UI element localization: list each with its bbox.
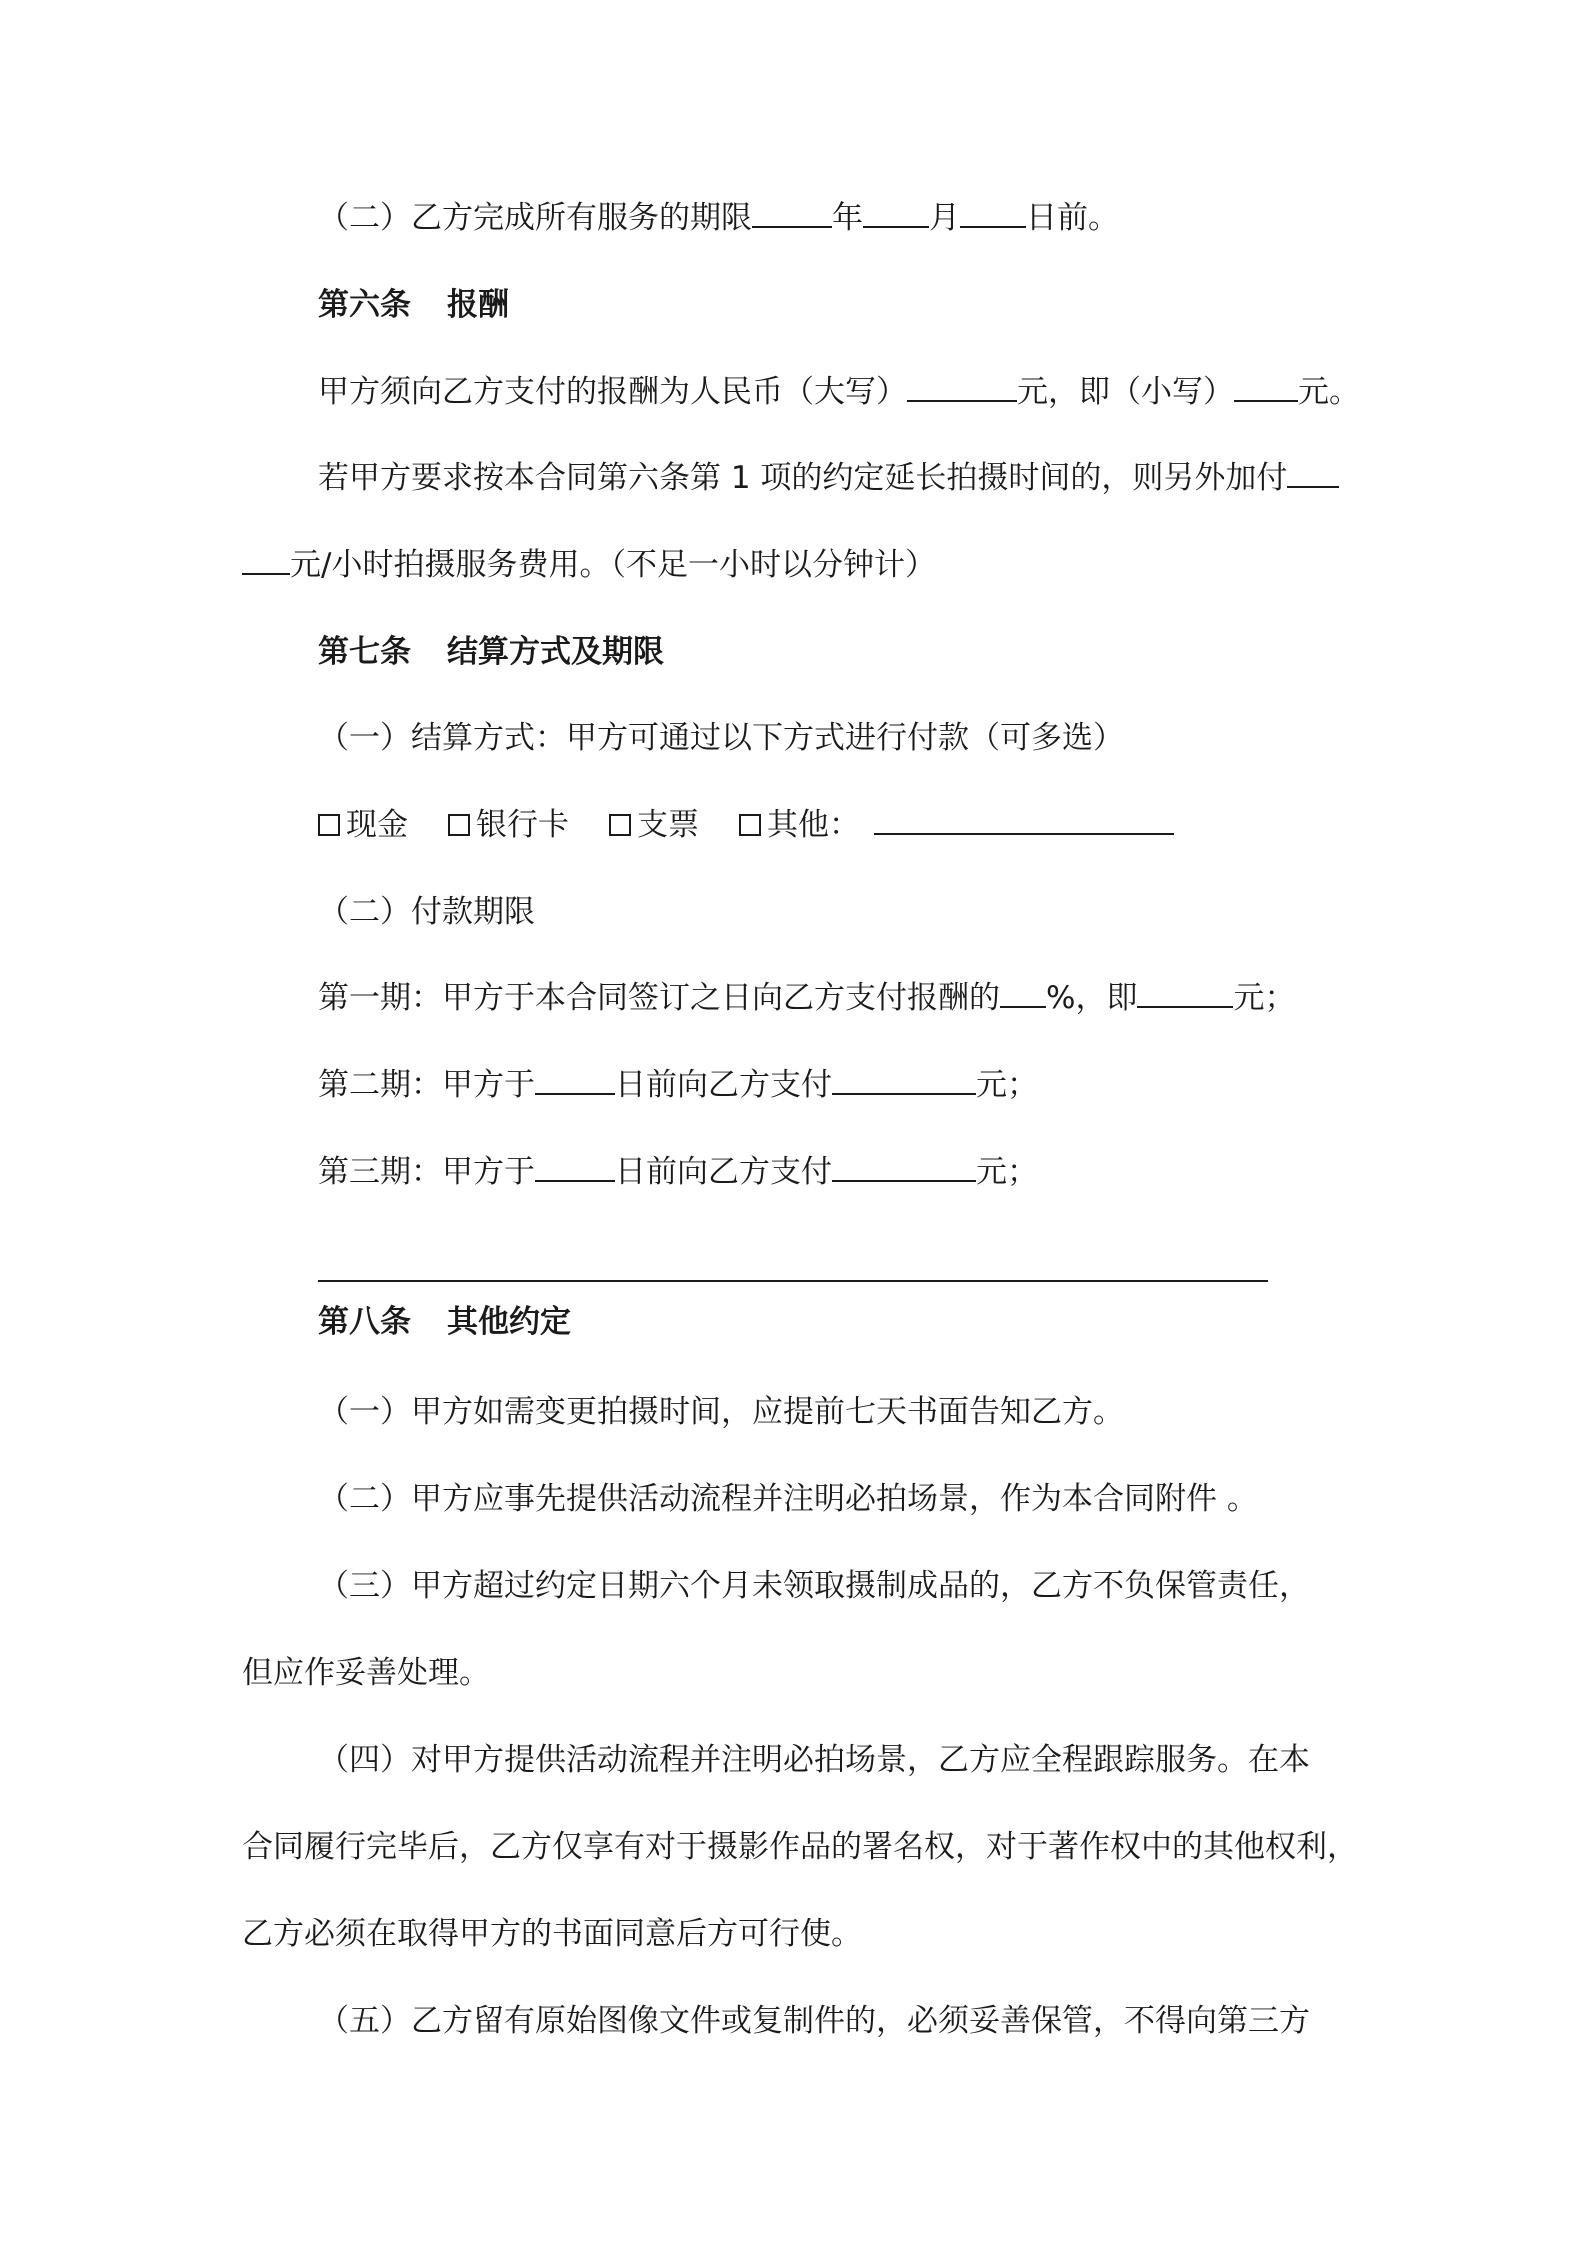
article-8-item-3: （三）甲方超过约定日期六个月未领取摄制成品的，乙方不负保管责任，: [318, 1568, 1310, 1604]
payment-options: [318, 805, 1174, 845]
blank-amount-numeric[interactable]: [1234, 372, 1298, 402]
article-6-heading: 第六条 报酬: [318, 287, 509, 323]
blank-phase3-day[interactable]: [535, 1152, 615, 1182]
checkbox-icon[interactable]: [448, 814, 470, 836]
phase-2-line: 第二期：甲方于 日前向乙方支付 元；: [318, 1067, 1038, 1103]
blank-phase2-day[interactable]: [535, 1065, 615, 1095]
blank-other-method[interactable]: [874, 805, 1174, 835]
blank-phase1-percent[interactable]: [1000, 978, 1046, 1008]
blank-year[interactable]: [752, 198, 832, 228]
extension-fee-line: 若甲方要求按本合同第六条第 1 项的约定延长拍摄时间的，则另外加付: [318, 458, 1339, 498]
article-8-item-5: （五）乙方留有原始图像文件或复制件的，必须妥善保管，不得向第三方: [318, 2003, 1310, 2039]
phase-3-line: 第三期：甲方于 日前向乙方支付 元；: [318, 1154, 1038, 1190]
article-8-item-1: （一）甲方如需变更拍摄时间，应提前七天书面告知乙方。: [318, 1394, 1124, 1430]
blank-phase1-amount[interactable]: [1137, 978, 1233, 1008]
blank-day[interactable]: [960, 198, 1026, 228]
settlement-method-line: （一）结算方式：甲方可通过以下方式进行付款（可多选）: [318, 720, 1124, 756]
option-cash[interactable]: 现金: [318, 805, 408, 845]
checkbox-icon[interactable]: [609, 814, 631, 836]
remuneration-line: 甲方须向乙方支付的报酬为人民币（大写） 元，即（小写） 元。: [318, 374, 1360, 410]
option-other[interactable]: 其他：: [739, 805, 860, 845]
section-divider: [318, 1280, 1268, 1282]
option-check[interactable]: 支票: [609, 805, 699, 845]
article-7-heading: 第七条 结算方式及期限: [318, 634, 664, 670]
blank-phase2-amount[interactable]: [832, 1065, 976, 1095]
article-8-item-4-cont-1: 合同履行完毕后，乙方仅享有对于摄影作品的署名权，对于著作权中的其他权利，: [242, 1829, 1358, 1865]
option-bank-card[interactable]: 银行卡: [448, 805, 569, 845]
article-8-item-4: （四）对甲方提供活动流程并注明必拍场景，乙方应全程跟踪服务。在本: [318, 1742, 1310, 1778]
blank-amount-capital[interactable]: [907, 372, 1017, 402]
article-8-item-3-cont: 但应作妥善处理。: [242, 1655, 490, 1691]
checkbox-icon[interactable]: [318, 814, 340, 836]
checkbox-icon[interactable]: [739, 814, 761, 836]
blank-phase3-amount[interactable]: [832, 1152, 976, 1182]
deadline-line: （二）乙方完成所有服务的期限 年 月 日前。: [318, 200, 1119, 236]
blank-month[interactable]: [863, 198, 929, 228]
blank-hourly-fee-2[interactable]: [242, 545, 290, 575]
phase-1-line: 第一期：甲方于本合同签订之日向乙方支付报酬的 %，即 元；: [318, 980, 1296, 1016]
article-8-heading: 第八条 其他约定: [318, 1304, 571, 1340]
extension-fee-line-cont: 元/小时拍摄服务费用。（不足一小时以分钟计）: [242, 545, 936, 585]
article-8-item-2: （二）甲方应事先提供活动流程并注明必拍场景，作为本合同附件 。: [318, 1481, 1258, 1517]
blank-hourly-fee-1[interactable]: [1287, 458, 1339, 488]
article-8-item-4-cont-2: 乙方必须在取得甲方的书面同意后方可行使。: [242, 1916, 862, 1952]
payment-term-heading: （二）付款期限: [318, 894, 535, 930]
